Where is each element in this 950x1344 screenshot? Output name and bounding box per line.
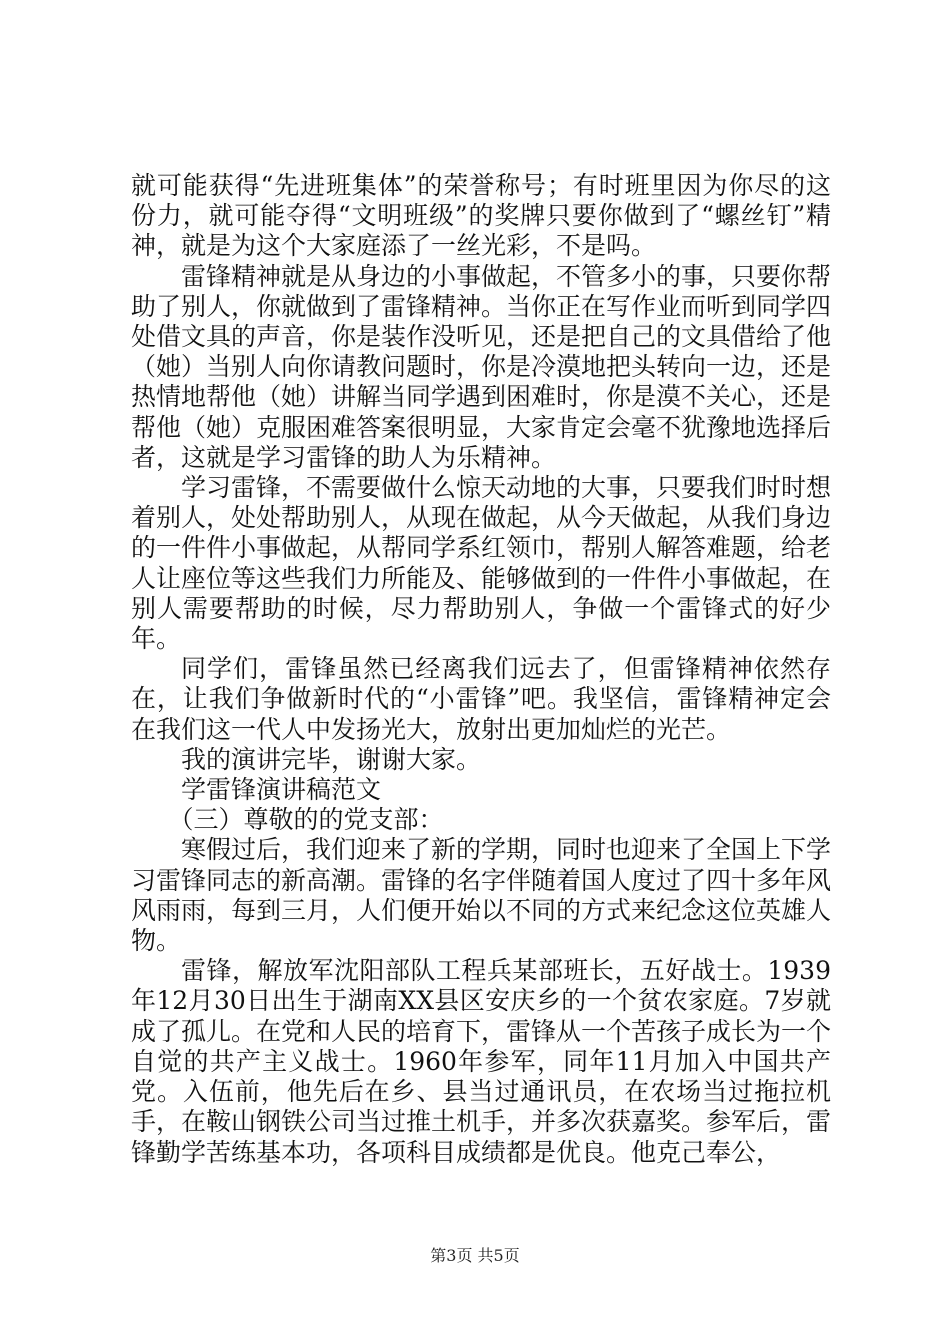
section-salutation: （三）尊敬的的党支部： [168,805,444,835]
closing-line: 我的演讲完毕，谢谢大家。 [181,744,482,774]
section-title: 学雷锋演讲稿范文 [181,775,382,805]
document-body [131,171,831,1168]
paragraph-1: 就可能获得“先进班集体”的荣誉称号；有时班里因为你尽的这份力，就可能夺得“文明班级”的奖牌只要你做到了“螺丝钉”精神，就是为这个大家庭添了一丝光彩，不是吗。 [131,171,831,261]
paragraph-2: 雷锋精神就是从身边的小事做起，不管多小的事，只要你帮助了别人，你就做到了雷锋精神。当你正在写作业而听到同学四处借文具的声音，你是装作没听见，还是把自己的文具借给了他（她）当别人向你请教问题时，你是冷漠地把头转向一边，还是热情地帮他（她）讲解当同学遇到困难时，你是漠不关心，还是帮他（她）克服困难答案很明显，大家肯定会毫不犹豫地选择后者，这就是学习雷锋的助人为乐精神。 [131,261,832,472]
paragraph-3: 学习雷锋，不需要做什么惊天动地的大事，只要我们时时想着别人，处处帮助别人，从现在做起，从今天做起，从我们身边的一件件小事做起，从帮同学系红领巾，帮别人解答难题，给老人让座位等这些我们力所能及、能够做到的一件件小事做起，在别人需要帮助的时候，尽力帮助别人，争做一个雷锋式的好少年。 [131,473,832,654]
paragraph-5: 寒假过后，我们迎来了新的学期，同时也迎来了全国上下学习雷锋同志的新高潮。雷锋的名字伴随着国人度过了四十多年风风雨雨，每到三月，人们便开始以不同的方式来纪念这位英雄人物。 [131,835,832,956]
page-footer: 第3页 共5页 [430,1246,520,1265]
paragraph-4: 同学们，雷锋虽然已经离我们远去了，但雷锋精神依然存在，让我们争做新时代的“小雷锋”吧。我坚信，雷锋精神定会在我们这一代人中发扬光大，放射出更加灿烂的光芒。 [131,654,831,744]
paragraph-6: 雷锋，解放军沈阳部队工程兵某部班长，五好战士。1939年12月30日出生于湖南XX县区安庆乡的一个贫农家庭。7岁就成了孤儿。在党和人民的培育下，雷锋从一个苦孩子成长为一个自觉的共产主义战士。1960年参军，同年11月加入中国共产党。入伍前，他先后在乡、县当过通讯员，在农场当过拖拉机手，在鞍山钢铁公司当过推土机手，并多次获嘉奖。参军后，雷锋勤学苦练基本功，各项科目成绩都是优良。他克己奉公， [131,956,832,1167]
